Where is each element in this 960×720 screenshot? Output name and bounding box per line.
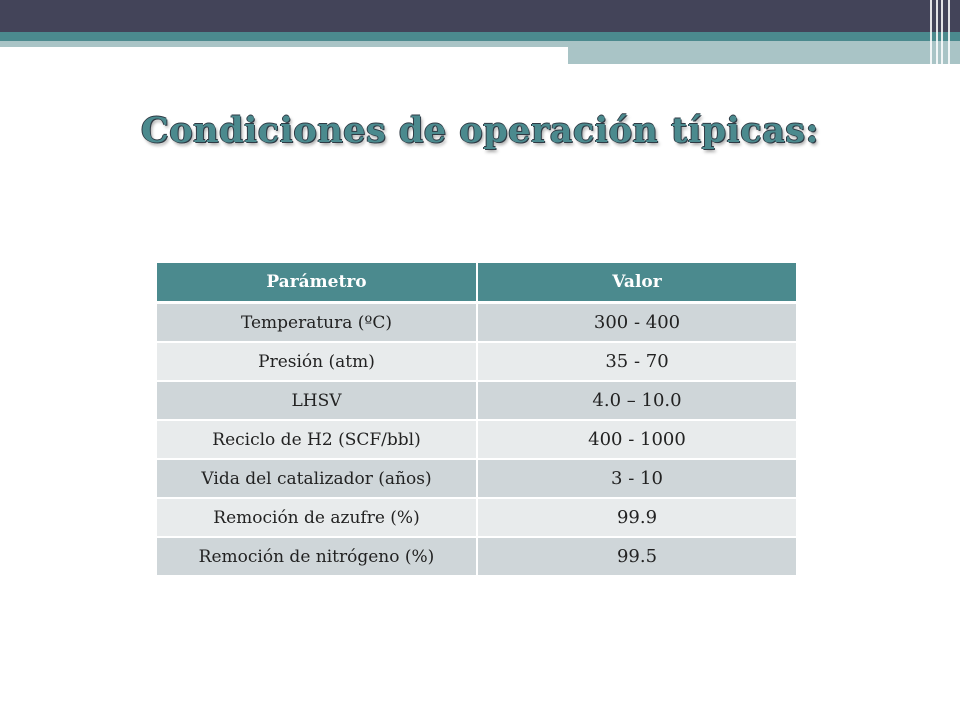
top-decorative-band (0, 0, 960, 32)
value-cell: 4.0 – 10.0 (477, 381, 797, 420)
table-row (157, 381, 797, 420)
slide-title: Condiciones de operación típicas: (140, 110, 820, 151)
teal-accent-strip (0, 32, 960, 41)
param-cell: Remoción de nitrógeno (%) (157, 537, 477, 576)
value-cell: 99.5 (477, 537, 797, 576)
param-cell: LHSV (157, 381, 477, 420)
param-cell: Presión (atm) (157, 342, 477, 381)
table-row (157, 459, 797, 498)
value-cell: 99.9 (477, 498, 797, 537)
table-header-row (157, 263, 797, 303)
param-cell: Temperatura (ºC) (157, 303, 477, 343)
param-cell: Remoción de azufre (%) (157, 498, 477, 537)
value-cell: 300 - 400 (477, 303, 797, 343)
value-cell: 35 - 70 (477, 342, 797, 381)
table-row (157, 303, 797, 343)
table-row (157, 537, 797, 576)
table-row (157, 342, 797, 381)
light-accent-strip (0, 41, 568, 47)
param-cell: Vida del catalizador (años) (157, 459, 477, 498)
right-accent-block (568, 41, 960, 64)
value-cell: 3 - 10 (477, 459, 797, 498)
operating-conditions-table (157, 263, 798, 577)
decorative-lines (926, 0, 960, 64)
table-row (157, 498, 797, 537)
table-row (157, 420, 797, 459)
param-cell: Reciclo de H2 (SCF/bbl) (157, 420, 477, 459)
header-value: Valor (477, 263, 797, 303)
value-cell: 400 - 1000 (477, 420, 797, 459)
header-parameter: Parámetro (157, 263, 477, 303)
